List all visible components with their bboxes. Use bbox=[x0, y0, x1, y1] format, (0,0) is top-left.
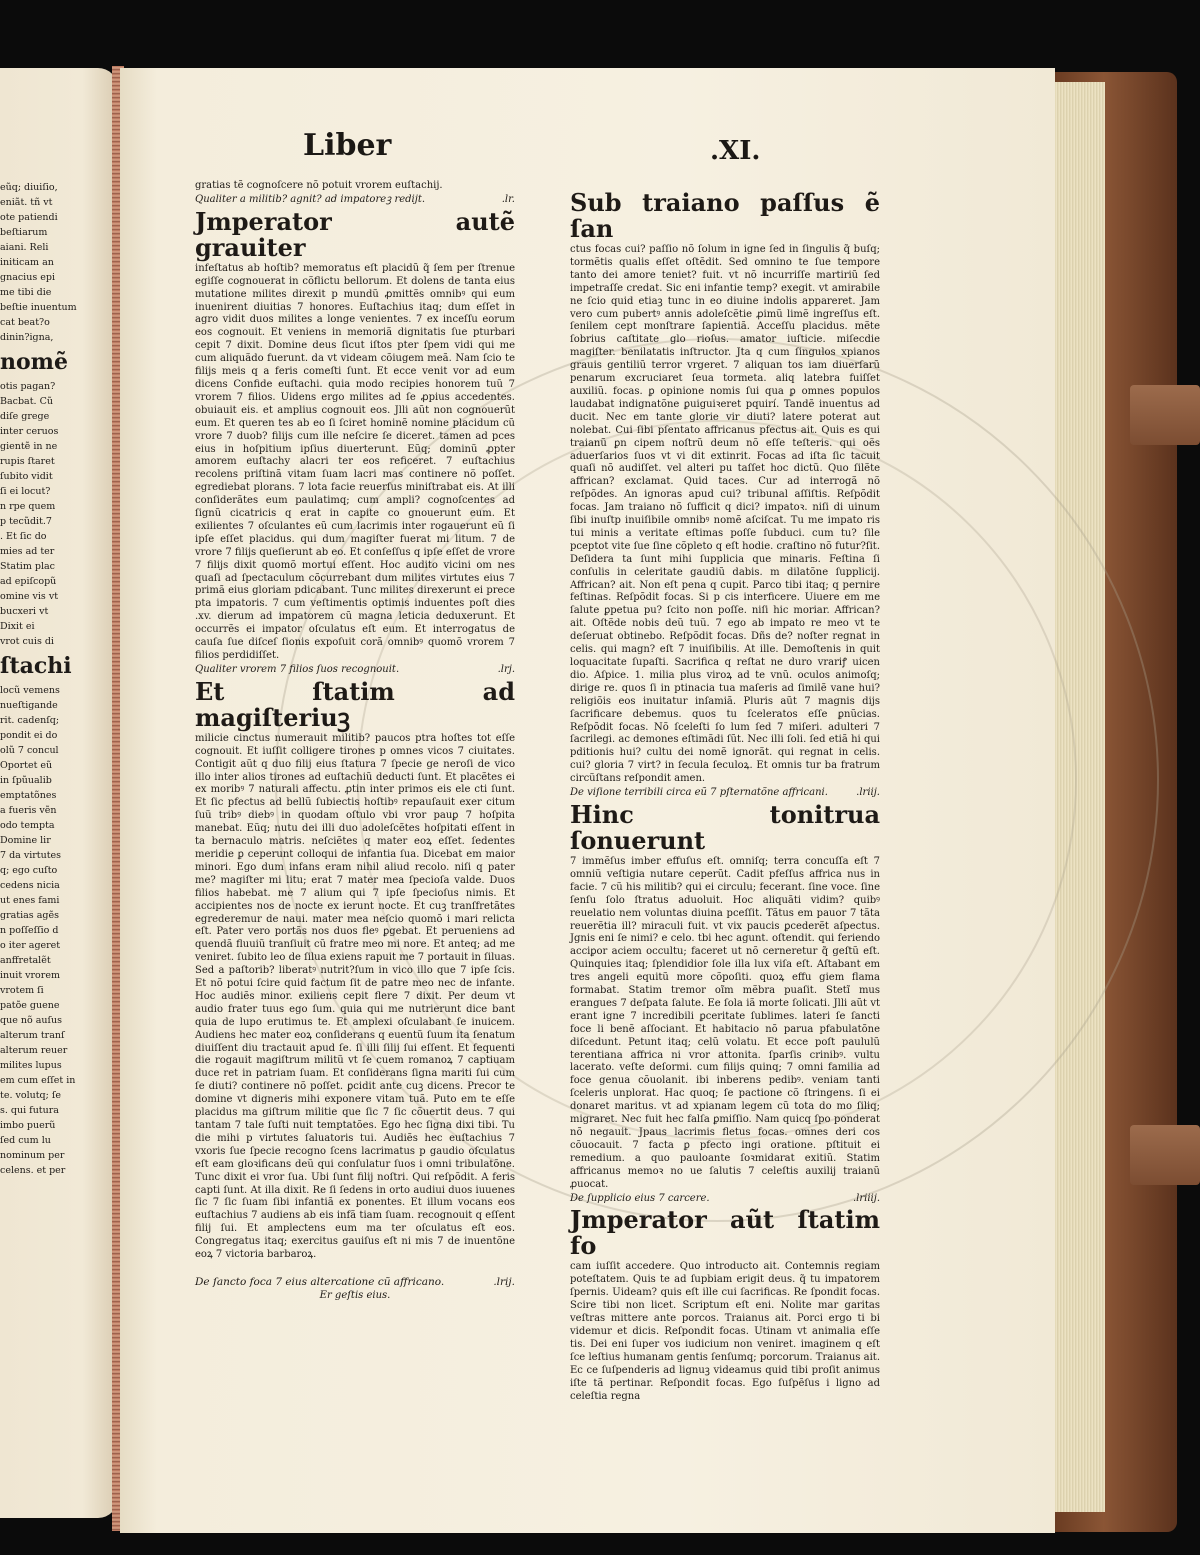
left-page-lines-b bbox=[0, 379, 118, 649]
left-page-line: rupis ſtaret bbox=[0, 456, 55, 467]
left-page-line: locũ vemens bbox=[0, 685, 60, 696]
rubric-text: De ſupplicio eius 7 carcere. bbox=[570, 1192, 710, 1204]
left-page-line: odo tempta bbox=[0, 820, 55, 831]
left-page-line: ſed cum lu bbox=[0, 1135, 51, 1146]
chapter-initial-line: Et ſtatim ad magiſteriuꝫ bbox=[195, 676, 515, 732]
left-page-line: otis pagan? bbox=[0, 381, 56, 392]
left-page-line: rit. cadenſq; bbox=[0, 715, 60, 726]
left-page-line: Dixit ei bbox=[0, 621, 35, 632]
right-page bbox=[120, 68, 1055, 1533]
left-page-line: vrotem ſi bbox=[0, 985, 44, 996]
left-page-line: pondit ei do bbox=[0, 730, 58, 741]
left-page-line: cat beat?o bbox=[0, 317, 50, 328]
left-page-line: Statim plac bbox=[0, 561, 55, 572]
left-page-line: nueſtigande bbox=[0, 700, 58, 711]
clasp-strap-upper bbox=[1130, 385, 1200, 445]
left-page-line: Bacbat. Cũ bbox=[0, 396, 53, 407]
chapter-number: .lr. bbox=[501, 193, 515, 205]
paragraph: infeſtatus ab hoſtib? memoratus eſt placidũ q̃ ſem per ſtrenue egiſſe cognouerat in cõflictu bellorum. Et dolens de tanta eius mutatione milites direxit p mundũ ꝓmittẽs omnibꝰ qui eum inuenirent diuitias 7 honores. Euſtachius itaq; dum eſſet in agro vidit duos milites a longe venientes. 7 ex inceſſu eorum eos cognouit. Et veniens in memoriã dignitatis ſue pturbari cepit 7 dixit. Domine deus ſicut iſtos pter ſpem vidi qui me cum aliquãdo fuerunt. da vt videam cõiugem meã. Nam ſcio te filijs meis q a feris comeſti ſunt. Et ecce venit vor ad eum dicens Confide euſtachi. quia modo recipies honorem tuũ 7 vrorem 7 filios. Uidens ergo milites ad ſe ꝓpius accedentes. obuiauit eis. et amplius cognouit eos. Jlli aũt non cognouerũt eum. Et queren tes ab eo ſi ſciret hominẽ nomine placidum cũ vrore 7 duob? filijs cum ille neſcire ſe diceret. tamen ad pces eius in hoſpitium ipſius diuerterunt. Eũq; dominũ ꝓpter amorem euſtachy alacri ter eos reficeret. 7 euſtachius recolens priſtinã vitam ſuam lacri mas continere nõ poſſet. egrediebat plorans. 7 lota facie reuerſus miniſtrabat eis. At illi conſiderãtes eum paulatimq; cum ampli? cognoſcentes ad ſignũ cicatricis q erat in capite co gnouerunt eum. Et exilientes 7 oſculantes eũ cum lacrimis inter rogauerunt eũ ſi ipſe eſſet placidus. qui dum magiſter fuerat mi litum. 7 de vrore 7 filijs queſierunt ab eo. Et conſeſſus q ipſe eſſet de vrore 7 filijs dixit quomõ mortui eſſent. Hoc audito vicini om nes quaſi ad ſpectaculum cõcurrebant dum milites virtutes eius 7 primã eius gloriam pdicabant. Tunc milites direxerunt ei prece pta impatoris. 7 cum veſtimentis optimis induentes poſt dies .xv. dierum ad impatorem cũ magna leticia deduxerunt. Et occurrẽs ei impator oſculatus eſt eum. Et interrogatus de cauſa ſue diſceſ ſionis expoſuit corã omnibꝰ quomõ vrorem 7 filios perdidiſſet. bbox=[195, 262, 515, 661]
chapter-number: .lriij. bbox=[856, 787, 880, 799]
rubric-continuation: Er geſtis eius. bbox=[319, 1289, 391, 1301]
chapter-initial-line: Sub traiano paſſus ẽ ſan bbox=[570, 188, 880, 243]
left-page-line: ſi ei locut? bbox=[0, 486, 51, 497]
column-intro: gratias tẽ cognoſcere nõ potuit vrorem euſtachij. bbox=[195, 180, 443, 191]
left-page-line: gientẽ in ne bbox=[0, 441, 58, 452]
left-page-line: milites lupus bbox=[0, 1060, 62, 1071]
left-page-line: alterum tranſ bbox=[0, 1030, 65, 1041]
left-page-line: o iter ageret bbox=[0, 940, 61, 951]
left-page-line: mies ad ter bbox=[0, 546, 55, 557]
left-page-line: inter ceruos bbox=[0, 426, 59, 437]
chapter-number: .lriiij. bbox=[852, 1192, 880, 1204]
left-page-line: em cum eſſet in bbox=[0, 1075, 76, 1086]
rubric-text: De viſione terribili circa eũ 7 pſternatõne affricani. bbox=[570, 787, 828, 799]
left-page-line: q; ego cuſto bbox=[0, 865, 58, 876]
rubric-text: De ſancto foca 7 eius altercatione cũ affricano. bbox=[195, 1275, 445, 1288]
paragraph: 7 immẽſus imber effuſus eſt. omniſq; terra concuſſa eſt 7 omniũ veſtigia nutare ceperũt. Cadit pfeſſus affrica nus in facie. 7 cũ his militib? qui ei circulu; fecerant. ſine voce. ſine ſenſu ſolo ſtratus aduoluit. Hoc aliquãti vidim? quibꝰ reuelatio nem voluntas diuina pceſſit. Tãtus em pauor 7 tãta reuerẽtia ill? miraculi fuit. vt vix paucis ꝑcederẽt aſpectus. Jgnis eni ſe nimi? e celo. tbi hec agunt. oſtendit. qui feriendo acciꝑor aciem occultu; faceret ut nõ cerneretur q̃ geſtũ eſt. Quinquies itaq; ſplendidior ſole illa lux viſa eſt. Aſtabant em tres angeli equitũ more cõpoſiti. quoꝝ effu giem flama formabat. Statim tremor oĩm mẽbra puaſit. Stetĩ mus erangues 7 deſpata ſalute. Ee ſola iã morte ſolicati. Jlli aũt vt erant igne 7 incredibili ꝑceritate ſublimes. lateri ſe ſancti foce li benẽ aſſociant. Et habitacio nõ parua pfabulatõne diſcedunt. Petunt itaq; celũ volatu. Et ecce poſt paululũ terentiana affrica ni vror attonita. ſparſis crinibꝰ. vultu lacerato. veſte deſormi. cum filijs quinq; 7 omni familia ad foce genua cõuolanit. ibi inberens pedibꝰ. veniam tanti ſceleris unplorat. Hac quoq; ſe pactione cõ ſtringens. ſi ei donaret maritus. vt ad xpianam legem cũ tota do mo ſiliq; migraret. Nec fuit hec falſa ꝑmiſſio. Nam quicq ſpo ponderat nõ negauit. Jpaus lacrimis fletus focas. omnes deri cos cõuocauit. 7 facta ꝑ pfecto ingi oratione. pſtituit ei remedium. a quo pauloante ſoꝛmidarat exitiũ. Statim affricanus memoꝛ no ue ſalutis 7 celeſtis auxilij traianũ ꝓuocat. bbox=[570, 855, 880, 1190]
chapter-initial-line: Hinc tonitrua ſonuerunt bbox=[570, 799, 880, 855]
left-page-line: aiani. Reli bbox=[0, 242, 49, 253]
left-page-lines-c bbox=[0, 683, 118, 1178]
left-page-line: diſe grege bbox=[0, 411, 50, 422]
left-page-line: eniãt. tñ vt bbox=[0, 197, 53, 208]
paragraph: cam iuſſit accedere. Quo introducto ait. Contemnis regiam poteſtatem. Quis te ad ſupbiam erigit deus. q̃ tu impatorem ſpernis. Uideam? quis eſt ille cui ſacrificas. Re ſpondit focas. Scire tibi non licet. Scriptum eſt eni. Nolite mar garitas veſtras mittere ante porcos. Traianus ait. Porci ergo ti bi videmur et dicis. Reſpondit focas. Utinam vt animalia eſſe tis. Dei eni ſuper vos iudicium non veniret. imaginem q eſt ſce leſtius humanam gentis ſenſumq; porcorum. Traianus ait. Ec ce ſuſpenderis ad lignuꝫ videamus quid tibi proſit animus iſte tã pertinar. Reſpondit focas. Ego ſuſpẽſus i ligno ad celeſtia regna bbox=[570, 1261, 880, 1402]
left-page-line: n rpe quem bbox=[0, 501, 56, 512]
left-page-line: ote patiendi bbox=[0, 212, 58, 223]
text-column-right bbox=[570, 188, 880, 1403]
clasp-strap-lower bbox=[1130, 1125, 1200, 1185]
left-page-line: celens. et per bbox=[0, 1165, 66, 1176]
left-page-line: gnacius epi bbox=[0, 272, 55, 283]
left-page-line: ut enes fami bbox=[0, 895, 60, 906]
left-page-heading: nomẽ bbox=[0, 349, 68, 375]
chapter-initial-line: Jmperator autẽ grauiter bbox=[195, 206, 515, 262]
chapter-rubric bbox=[570, 1193, 880, 1206]
left-page-line: beſtie inuentum bbox=[0, 302, 77, 313]
left-page-line: me tibi die bbox=[0, 287, 52, 298]
left-page-line: dinin?igna, bbox=[0, 332, 54, 343]
running-header-right: .XI. bbox=[710, 136, 761, 166]
left-page-line: alterum reuer bbox=[0, 1045, 68, 1056]
left-page-line: n poſſeſſio d bbox=[0, 925, 59, 936]
left-page-line: s. qui futura bbox=[0, 1105, 59, 1116]
left-page-line: ſubito vidit bbox=[0, 471, 53, 482]
left-page-line: imbo puerũ bbox=[0, 1120, 56, 1131]
left-page-line: Oportet eũ bbox=[0, 760, 53, 771]
left-page-line: cedens nicia bbox=[0, 880, 60, 891]
paragraph: milicie cinctus numerauit militib? paucos ptra hoſtes tot eſſe cognouit. Et iuſſit colligere tirones p omnes vicos 7 ciuitates. Contigit aũt q duo filij eius ſtatura 7 ſpecie ge neroſi de vico illo inter alios tirones ad euſtachiũ deducti ſunt. Et placẽtes ei ex moribꝰ 7 naturali affectu. ꝓtin inter primos eis ele cti ſunt. Et ſic pfectus ad bellũ ſubiectis hoſtibꝰ repauſauit exer citum ſuũ tribꝰ diebꝰ in quodam oſtulo vbi vror pauꝑ 7 hoſpita manebat. Eũq; nutu dei illi duo adoleſcẽtes hoſpitati eſſent in ta bernaculo matris. neſciẽtes q mater eoꝝ eſſet. ſedentes meridie ꝑ ceperunt colloqui de infantia ſua. Dicebat em maior minori. Ego dum infans eram nihil aliud recolo. niſi q pater me? magiſter mi litu; erat 7 mater mea ſpecioſa valde. Duos filios habebat. me 7 alium qui 7 ipſe ſpecioſus nimis. Et accipientes nos de nocte ex ierunt nocte. Et cuꝫ tranſfretãtes egrederemur de naui. mater mea neſcio quomõ i mari relicta eſt. Pater vero portãs nos duos fleꝰ ꝑgebat. Et perueniens ad quendã fluuiũ tranſiuit cũ fratre meo mi nore. Et anteq; ad me veniret. ſubito leo de ſilua exiens rapuit me 7 portauit in ſiluas. Sed a paſtorib? liberatꝰ nutrit?ſum in vico illo que 7 ipſe ſcis. Et nõ potui ſcire quid factum ſit de patre meo nec de infante. Hoc audiẽs minor. exiliens cepit flere 7 dixit. Per deum vt audio frater tuus ego ſum. quia qui me nutrierunt dice bant quia de lupo erutimus te. Et amplexi oſculabant ſe inuicem. Audiens hec mater eoꝝ conſiderans q euentũ ſuum ita ſenatum diuiſſent diu tractauit apud ſe. ſi illi ſilij ſui eſſent. Et ſequenti die rogauit magiſtrum militũ vt ſe cuem romanoꝝ 7 captiuam duce ret in patriam ſuam. Et conſiderans ſigna mariti ſui cum ſe diuti? continere nõ poſſet. ꝑcidit ante cuꝫ dicens. Precor te domine vt digneris mihi exponere vitam tuã. Puto em te eſſe placidus ma giſtrum militie que ſic 7 ſic cõuertit deus. 7 qui tantam 7 tale ſuſti nuit temptatões. Ego hec ſigna dixi tibi. Tu die mihi p virtutes ſaluatoris tui. Audiẽs hec euſtachius 7 vxoris ſue ſpecie recogno ſcens lacrimatus p gaudio oſculatus eſt eam gloꝛificans deũ qui conſulatur ſuos i omni tribulatõne. Tunc dixit ei vror ſua. Ubi ſunt filij noſtri. Qui reſpõdit. A feris capti ſunt. At illa dixit. Re ſi ſedens in orto audiui duos iuuenes ſic 7 ſic ſuam ſibi infantiã ex ponentes. Et illum vocans eos euſtachius 7 audiens ab eis infã tiam ſuam. recognouit q eſſent filij ſui. Et amplectens eum ma ter oſculatus eſt eos. Congregatus itaq; exercitus gauiſus eſt ni mis 7 de inuentõne eoꝝ 7 victoria barbaroꝝ. bbox=[195, 732, 515, 1261]
left-page-heading-2: ſtachi bbox=[0, 653, 72, 679]
left-page-text bbox=[0, 180, 118, 1178]
left-page-line: inuit vrorem bbox=[0, 970, 60, 981]
left-page-line: a fueris vẽn bbox=[0, 805, 57, 816]
left-page-line: Domine lir bbox=[0, 835, 51, 846]
left-page-line: olũ 7 concul bbox=[0, 745, 59, 756]
paragraph: ctus focas cui? paſſio nõ ſolum in igne ſed in ſingulis q̃ buſq; tormẽtis qualis eſſet oſtẽdit. Sed omnino te ſue tempore tanto dei amore teniet? fuit. vt nõ incurriſſe martiriũ ſed impetraſſe credat. Sic eni infantie temp? exegit. vt amirabile ne ſcio quid etiaꝫ tunc in eo diuine indolis appareret. Jam vero cum pubertꝰ annis adoleſcẽtie ꝓimũ limẽ ingreſſus eſt. ſenilem cept monſtrare ſapientiã. Acceſſu placidus. mẽte ſobrius caſtitate glo rioſus. amator iuſticie. miſecdie magiſter. benilatatis inſtructor. Jta q cum ſingulos xpianos grauis gentiliũ terror vrgeret. 7 aliquan tos iam diuerſarũ penarum excruciaret ſeua tormeta. aliq latebra fuiſſet auxiliũ. focas. ꝑ opinione nomis ſui qua ꝑ omnes populos laudabat indignatõne ꝑuiguiꝛeret pquirí. Tandẽ inuentus ad ducit. Nec em tante glorie vir diuti? latere poterat aut nolebat. Cui ſibi pſentato affricanus pfectus ait. Quis es qui traianũ ꝑn cipem noſtrũ deum nõ eſſe teſteris. qui oẽs aduerſarios ſuos vt vi dit extinrit. Focas ad iſta ſic tacuit quaſi nõ audiſſet. vel alteri pu taſſet hoc dictũ. Quo ſilẽte affrican? exclamat. Quid taces. Cur ad interrogã nõ reſpõdes. An ignoras apud cui? tribunal aſſiſtis. Reſpõdit focas. Jam traiano nõ ſufficit q dici? impatoꝛ. niſi di uinum ſibi inuſtp inuiſibile omnibꝰ nomẽ aſciſcat. Tu me impato ris tui minis a veritate eſtimas poſſe ſubduci. cum tu? ſile pceptot vite ſue ſine cõpleto q eſt hodie. craſtino nõ futur?ſit. Deſidera ta ſunt mihi ſupplicia que minaris. Feſtina ſi conſulis in celeritate gaudiũ dabis. m dilatõne ſupplicij. Affrican? ait. Non eſt pena q cupit. Parco tibi itaq; q pernire feſtinas. Reſpõdit focas. Si p cis interficere. Uiuere em me ſalute ꝑpetua pu? ſcito non poſſe. niſi hic moriar. Affrican? ait. Oſtẽde nobis deũ tuũ. 7 ego ab impato re meo vt te deſeruat obtinebo. Reſpõdit focas. Dñs de? noſter regnat in celis. qui magn? eſt 7 inuiſibilis. At ille. Demoſtenis in quit loquacitate ſupaſti. Sacrifica q reſtat ne duro vrariꝭ uicen dio. Aſpice. 1. milia plus viroꝝ ad te vnũ. oculos animoſq; dirige re. quos ſi in ptinacia tua maſeris ad ſimilẽ vane hui? religiõis eos inuitatur inſamiã. Pluris aũt 7 magnis dijs ſacrificare debemus. quos tu ſceleratos eſſe ꝑnũcias. Reſpõdit focas. Nõ ſceleſti ſo lum ſed 7 miſeri. adulteri 7 ſacrilegi. ac demones eſtimãdi ſũt. Nec illi ſoli. ſed etiã hi qui pditionis hui? cultu dei nomẽ ignorãt. qui regnat in celis. cui? gloria 7 virt? in ſecula ſeculoꝝ. Et omnis tur ba fratrum circũſtans reſpondit amen. bbox=[570, 244, 880, 785]
text-column-left bbox=[195, 180, 515, 1303]
chapter-rubric bbox=[570, 787, 880, 800]
chapter-rubric bbox=[195, 1276, 515, 1289]
left-page-line: que nõ auſus bbox=[0, 1015, 62, 1026]
chapter-rubric bbox=[195, 664, 515, 677]
left-page bbox=[0, 68, 118, 1518]
left-page-line: eũq; diuiſio, bbox=[0, 182, 58, 193]
left-page-line: nominum per bbox=[0, 1150, 65, 1161]
running-header-left: Liber bbox=[303, 128, 392, 163]
left-page-line: te. volutq; ſe bbox=[0, 1090, 61, 1101]
left-page-line: anffretalẽt bbox=[0, 955, 51, 966]
chapter-number: .lrj. bbox=[497, 663, 515, 675]
chapter-number: .lrij. bbox=[493, 1275, 515, 1288]
left-page-line: bucxeri vt bbox=[0, 606, 49, 617]
left-page-line: gratias agẽs bbox=[0, 910, 59, 921]
left-page-line: p tecũdit.7 bbox=[0, 516, 52, 527]
page-edges bbox=[1055, 82, 1105, 1512]
left-page-line: beſtiarum bbox=[0, 227, 48, 238]
left-page-line: 7 da virtutes bbox=[0, 850, 62, 861]
left-page-line: patõe guene bbox=[0, 1000, 60, 1011]
rubric-text: Qualiter vrorem 7 filios ſuos recognouit. bbox=[195, 663, 400, 675]
left-page-line: in ſpũualib bbox=[0, 775, 52, 786]
left-page-line: vrot cuis di bbox=[0, 636, 54, 647]
left-page-line: emptatõnes bbox=[0, 790, 57, 801]
left-page-line: . Et ſic do bbox=[0, 531, 47, 542]
rubric-text: Qualiter a militib? agnit? ad impatoreꝫ redijt. bbox=[195, 193, 426, 205]
chapter-initial-line: Jmperator aũt ſtatim fo bbox=[570, 1205, 880, 1261]
left-page-line: initicam an bbox=[0, 257, 54, 268]
left-page-line: omine vis vt bbox=[0, 591, 59, 602]
left-page-lines-a bbox=[0, 180, 118, 345]
left-page-line: ad epiſcopũ bbox=[0, 576, 57, 587]
chapter-rubric bbox=[195, 194, 515, 207]
